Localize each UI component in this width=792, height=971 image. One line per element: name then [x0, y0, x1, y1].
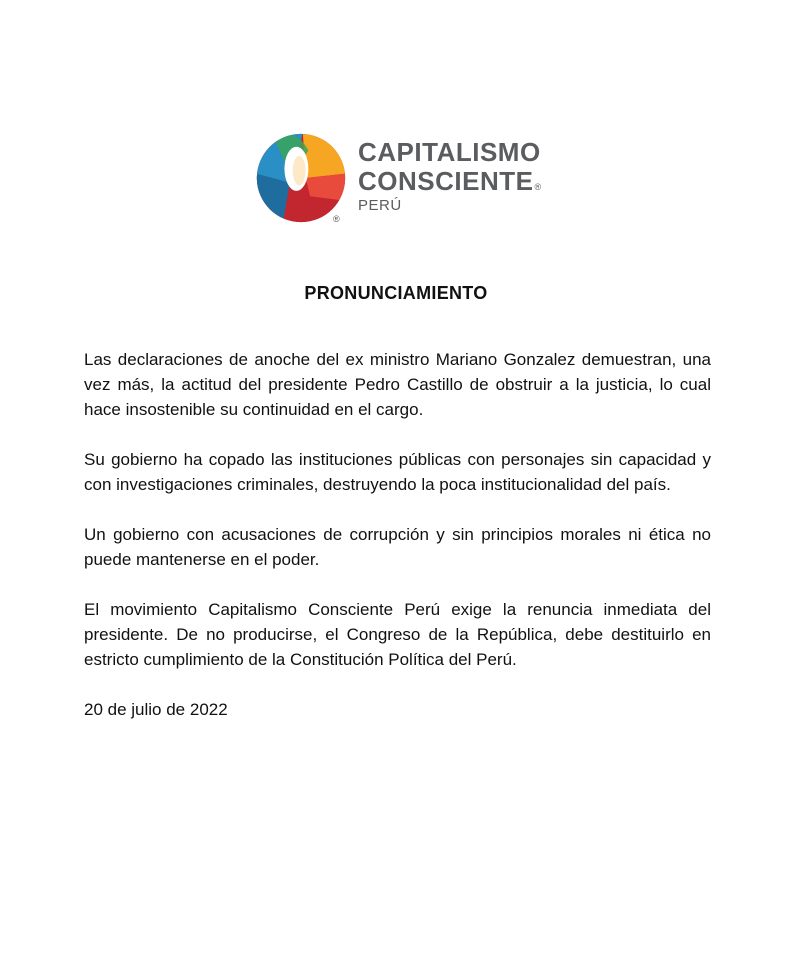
logo-line-2-registered: ® [534, 182, 542, 192]
document-body [84, 347, 711, 747]
paragraph: Un gobierno con acusaciones de corrupción y sin principios morales ni ética no puede mantenerse en el poder. [84, 525, 711, 569]
logo-country: PERÚ [358, 197, 402, 214]
logo-registered-mark: ® [333, 214, 340, 224]
logo-line-2 [358, 167, 542, 196]
paragraph: Las declaraciones de anoche del ex ministro Mariano Gonzalez demuestran, una vez más, la actitud del presidente Pedro Castillo de obstruir a la justicia, lo cual hace insostenible su continuidad en el cargo. [84, 350, 711, 419]
logo-line-1: CAPITALISMO [358, 137, 541, 167]
logo-wordmark [358, 138, 542, 214]
paragraph: El movimiento Capitalismo Consciente Perú exige la renuncia inmediata del presidente. De no producirse, el Congreso de la República, debe destituirlo en estricto cumplimiento de la Constitución Política del Perú. [84, 600, 711, 669]
document-date: 20 de julio de 2022 [84, 700, 228, 719]
logo-line-2-text: CONSCIENTE [358, 166, 534, 196]
logo-mark-icon [255, 132, 347, 224]
capitalismo-consciente-logo [255, 132, 555, 228]
document-title: PRONUNCIAMIENTO [304, 283, 488, 303]
paragraph: Su gobierno ha copado las instituciones públicas con personajes sin capacidad y con investigaciones criminales, destruyendo la poca institucionalidad del país. [84, 450, 711, 494]
